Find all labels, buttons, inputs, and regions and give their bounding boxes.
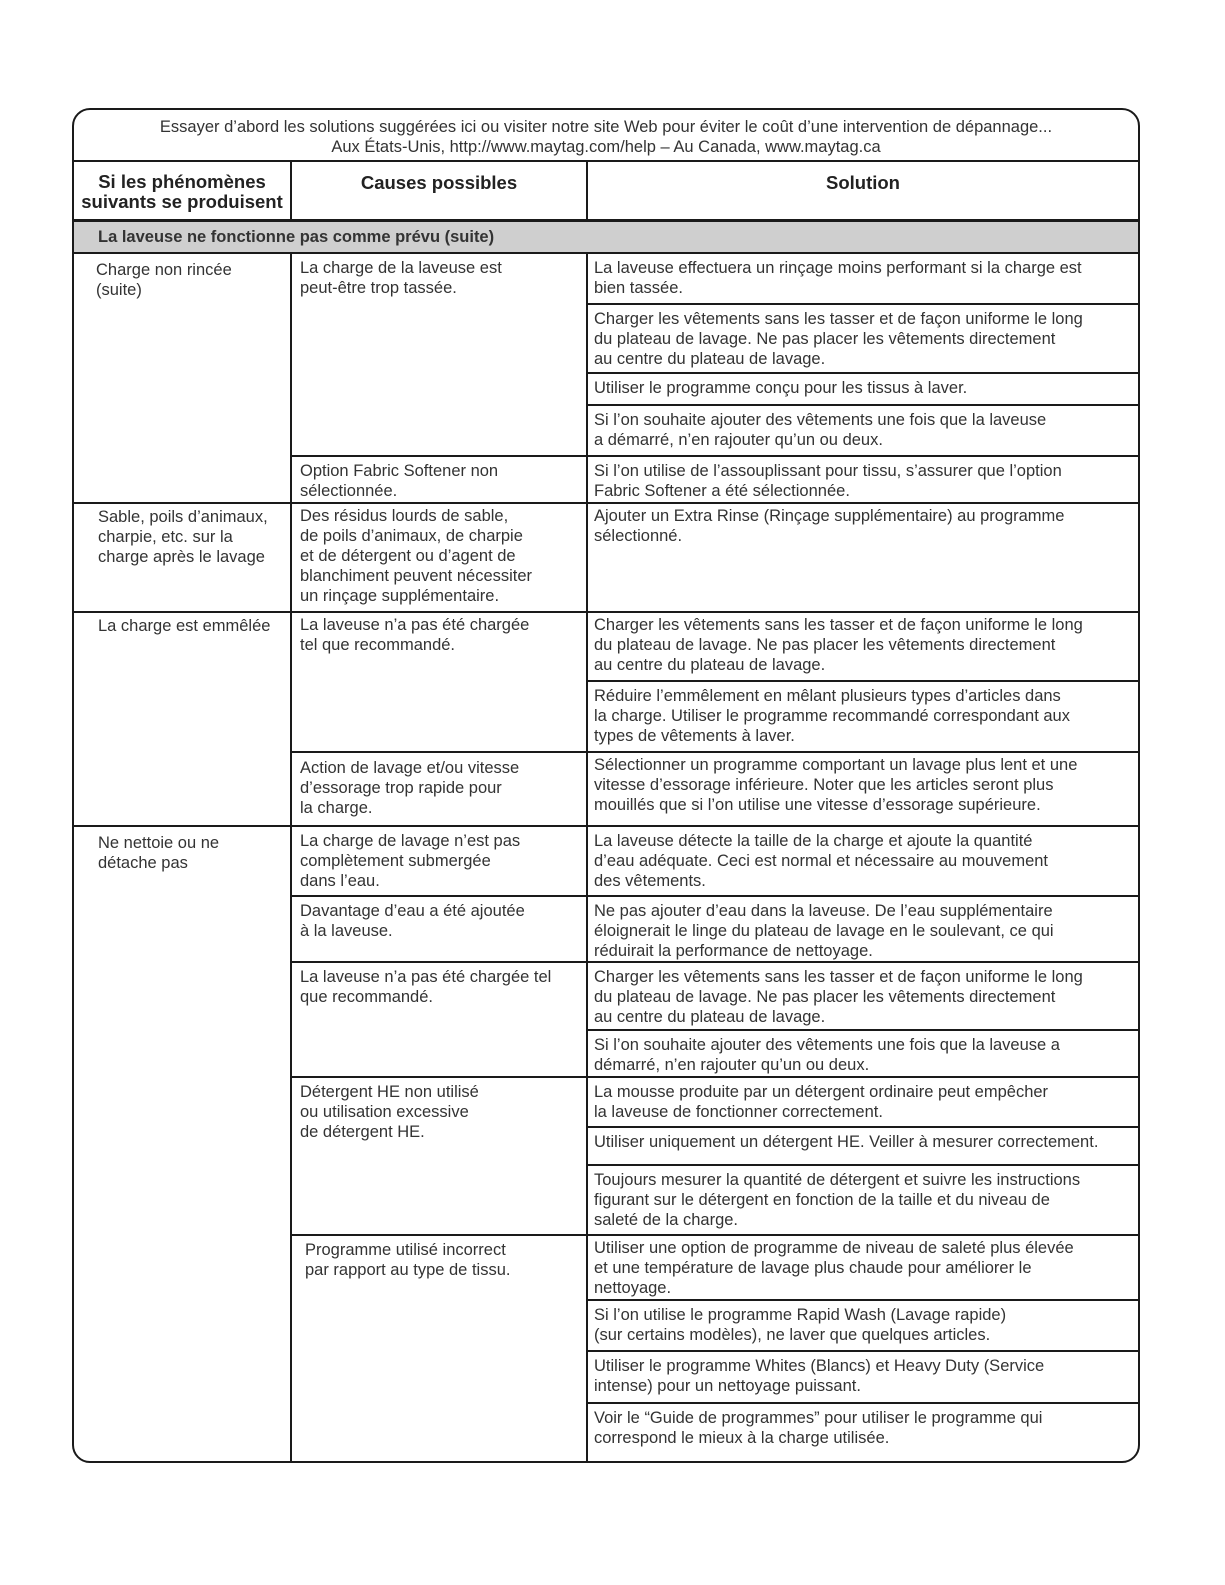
symptom-cell: La charge est emmêlée: [74, 613, 292, 825]
solution-cell: Si l’on utilise de l’assouplissant pour tissu, s’assurer que l’option Fabric Softener a été sélectionnée.: [594, 462, 1062, 500]
solution-cell: Utiliser uniquement un détergent HE. Veiller à mesurer correctement.: [588, 1128, 1138, 1166]
solution-cell: Si l’on utilise le programme Rapid Wash (Lavage rapide) (sur certains modèles), ne laver que quelques articles.: [588, 1301, 1138, 1352]
solutions-column: [588, 827, 1138, 1463]
cause-cell: Programme utilisé incorrect par rapport au type de tissu.: [305, 1241, 511, 1279]
symptom-cell: Ne nettoie ou ne détache pas: [74, 827, 292, 1463]
cause-cell: La charge de la laveuse est peut-être trop tassée.: [292, 254, 586, 457]
header-symptoms: Si les phénomènes suivants se produisent: [74, 162, 292, 219]
solution-cell: Toujours mesurer la quantité de détergent et suivre les instructions figurant sur le détergent en fonction de la taille et du niveau de saleté de la charge.: [588, 1166, 1138, 1236]
cause-cell: Action de lavage et/ou vitesse d’essorage trop rapide pour la charge.: [300, 759, 520, 817]
causes-column: [292, 827, 588, 1463]
troubleshooting-table: [72, 108, 1140, 1463]
causes-column: [292, 613, 588, 825]
causes-column: [292, 254, 588, 502]
solution-cell: Si l’on souhaite ajouter des vêtements une fois que la laveuse a démarré, n’en rajouter qu’un ou deux.: [588, 1031, 1138, 1078]
solution-cell: Si l’on souhaite ajouter des vêtements une fois que la laveuse a démarré, n’en rajouter qu’un ou deux.: [588, 406, 1138, 457]
cause-cell: La laveuse n’a pas été chargée tel que recommandé.: [292, 613, 586, 753]
cause-cell: Option Fabric Softener non sélectionnée.: [300, 462, 499, 500]
solution-cell: Ajouter un Extra Rinse (Rinçage supplémentaire) au programme sélectionné.: [594, 507, 1065, 545]
symptom-cell: Charge non rincée (suite): [74, 254, 292, 502]
causes-column: [292, 504, 588, 611]
solution-cell: Utiliser le programme conçu pour les tissus à laver.: [588, 374, 1138, 406]
solution-cell: Sélectionner un programme comportant un lavage plus lent et une vitesse d’essorage inférieure. Noter que les articles seront plus mouillés que si l’on utilise une vitesse d’essorage supérieure.: [594, 756, 1078, 814]
solution-cell: Charger les vêtements sans les tasser et de façon uniforme le long du plateau de lavage. Ne pas placer les vêtements directement au centre du plateau de lavage.: [588, 613, 1138, 682]
symptom-cell: Sable, poils d’animaux, charpie, etc. sur la charge après le lavage: [74, 504, 292, 611]
solutions-column: [588, 254, 1138, 502]
solution-cell: La laveuse détecte la taille de la charge et ajoute la quantité d’eau adéquate. Ceci est normal et nécessaire au mouvement des vêtements.: [588, 827, 1138, 897]
cause-cell: Davantage d’eau a été ajoutée à la laveuse.: [292, 897, 586, 963]
solutions-column: [588, 504, 1138, 611]
solution-cell: Charger les vêtements sans les tasser et de façon uniforme le long du plateau de lavage. Ne pas placer les vêtements directement au centre du plateau de lavage.: [588, 963, 1138, 1031]
problem-group: [74, 613, 1138, 827]
solution-cell: La laveuse effectuera un rinçage moins performant si la charge est bien tassée.: [588, 254, 1138, 305]
problem-group: [74, 827, 1138, 1463]
problem-group: [74, 504, 1138, 613]
cause-cell: Des résidus lourds de sable, de poils d’animaux, de charpie et de détergent ou d’agent de blanchiment peuvent nécessiter un rinçage supplémentaire.: [300, 507, 533, 605]
solution-cell: Utiliser une option de programme de niveau de saleté plus élevée et une température de lavage plus chaude pour améliorer le nettoyage.: [588, 1236, 1138, 1301]
section-title: La laveuse ne fonctionne pas comme prévu (suite): [74, 222, 1138, 254]
solution-cell: Réduire l’emmêlement en mêlant plusieurs types d’articles dans la charge. Utiliser le programme recommandé correspondant aux types de vêtements à laver.: [588, 682, 1138, 753]
cause-cell: Détergent HE non utilisé ou utilisation excessive de détergent HE.: [292, 1078, 586, 1236]
intro-line-2: Aux États-Unis, http://www.maytag.com/help – Au Canada, www.maytag.ca: [331, 138, 881, 156]
solution-cell: La mousse produite par un détergent ordinaire peut empêcher la laveuse de fonctionner correctement.: [588, 1078, 1138, 1128]
header-causes: Causes possibles: [292, 162, 588, 219]
solutions-column: [588, 613, 1138, 825]
solution-cell: Ne pas ajouter d’eau dans la laveuse. De l’eau supplémentaire éloignerait le linge du plateau de lavage en le soulevant, ce qui réduirait la performance de nettoyage.: [588, 897, 1138, 963]
solution-cell: Voir le “Guide de programmes” pour utiliser le programme qui correspond le mieux à la charge utilisée.: [594, 1409, 1043, 1447]
cause-cell: La charge de lavage n’est pas complètement submergée dans l’eau.: [292, 827, 586, 897]
problem-group: [74, 254, 1138, 504]
intro-banner: [74, 110, 1138, 162]
table-header-row: [74, 162, 1138, 222]
solution-cell: Charger les vêtements sans les tasser et de façon uniforme le long du plateau de lavage. Ne pas placer les vêtements directement au centre du plateau de lavage.: [588, 305, 1138, 374]
intro-line-1: Essayer d’abord les solutions suggérées ici ou visiter notre site Web pour éviter le coût d’une intervention de dépannage...: [159, 118, 1053, 136]
header-solution: Solution: [826, 172, 900, 193]
cause-cell: La laveuse n’a pas été chargée tel que recommandé.: [292, 963, 586, 1078]
solution-cell: Utiliser le programme Whites (Blancs) et Heavy Duty (Service intense) pour un nettoyage puissant.: [588, 1352, 1138, 1404]
